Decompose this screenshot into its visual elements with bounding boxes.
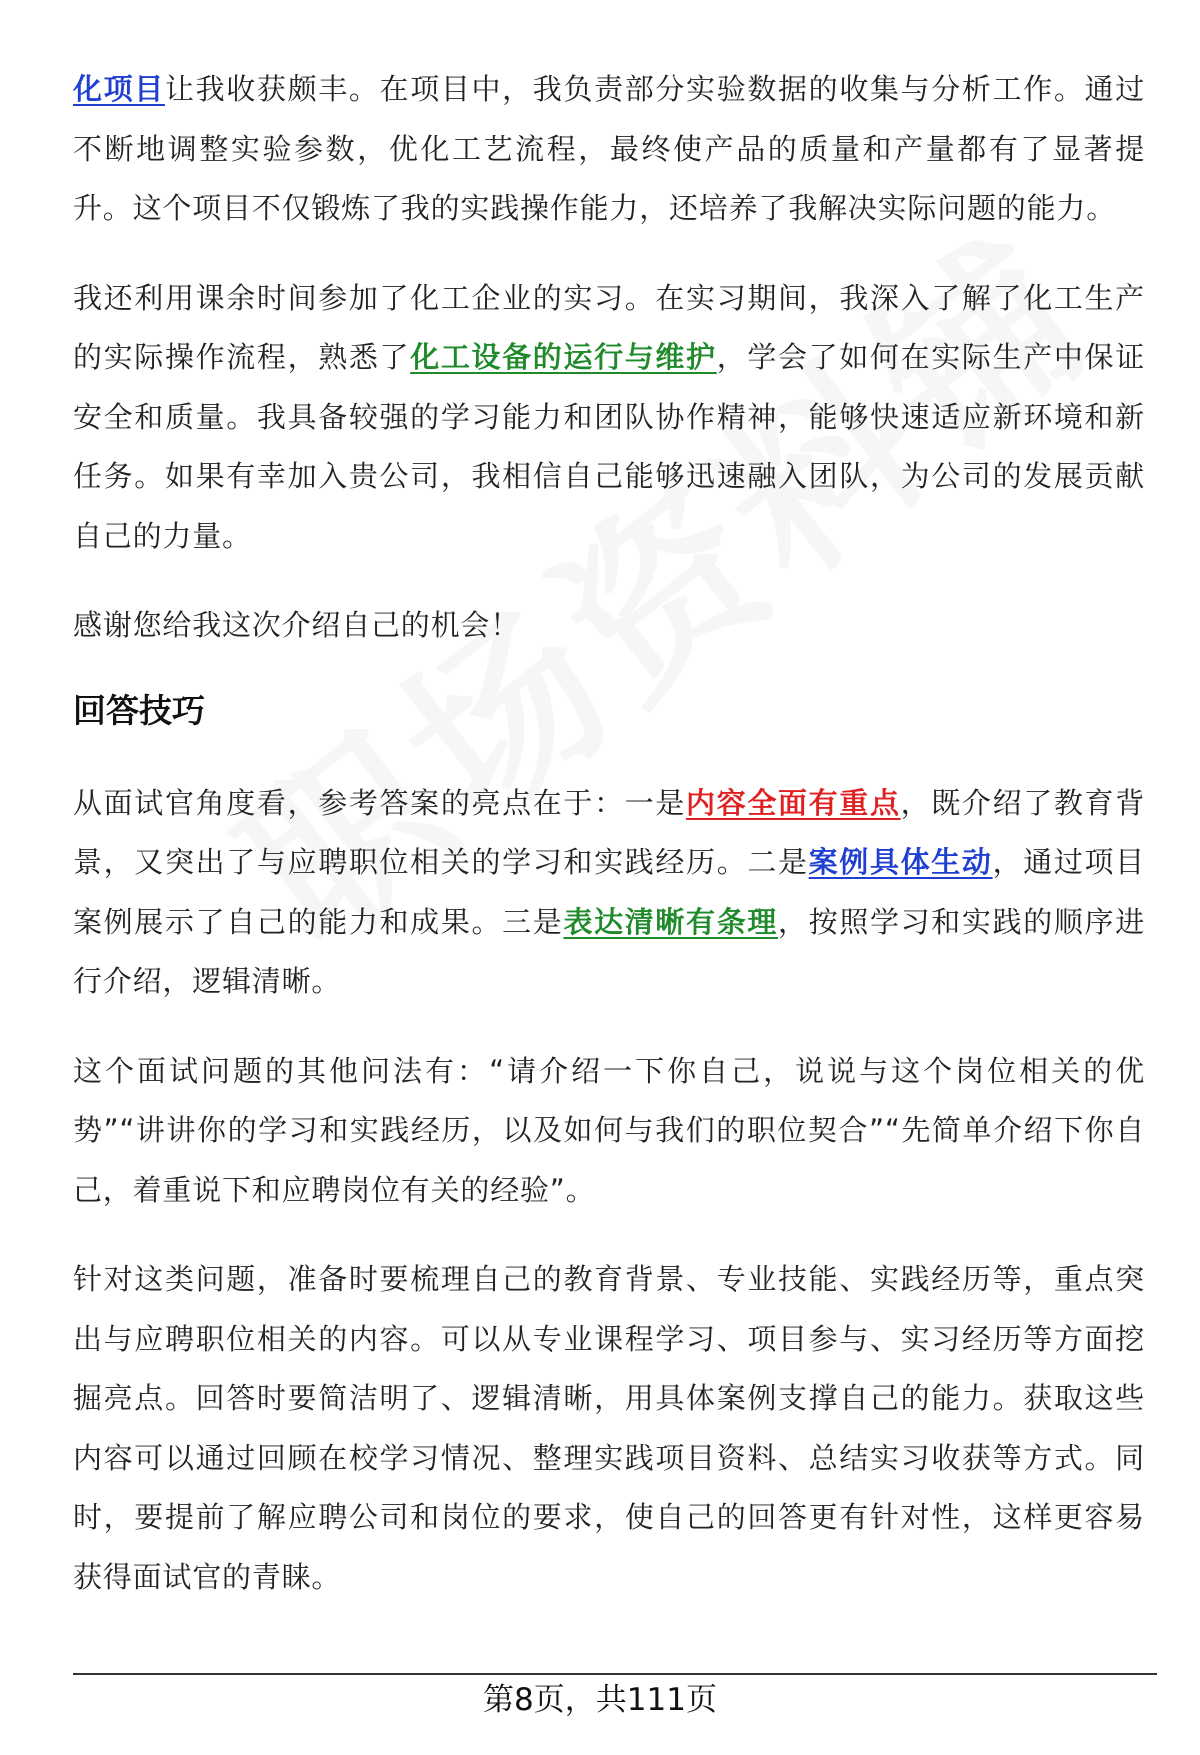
paragraph-text: ，通过项目案例展示了自己的能力和成果。三是	[73, 845, 1145, 939]
paragraph-text: 我还利用课余时间参加了化工企业的实习。在实习期间，我深入了解了化工生产的实际操作流程，熟悉了	[73, 280, 1145, 374]
paragraph-internship	[73, 269, 1145, 567]
highlight-content-link[interactable]: 内容全面有重点	[686, 785, 901, 820]
paragraph-text: ，既介绍了教育背景，又突出了与应聘职位相关的学习和实践经历。二是	[73, 785, 1145, 879]
document-body	[73, 60, 1145, 1637]
highlight-expression-link[interactable]: 表达清晰有条理	[563, 904, 779, 939]
page-number: 第8页，共111页	[483, 1682, 717, 1718]
highlight-case-link[interactable]: 案例具体生动	[808, 845, 993, 879]
paragraph-text: ，学会了如何在实际生产中保证安全和质量。我具备较强的学习能力和团队协作精神，能够快速适应新环境和新任务。如果有幸加入贵公司，我相信自己能够迅速融入团队，为公司的发展贡献自己的力量。	[73, 340, 1145, 553]
section-heading: 回答技巧	[73, 690, 205, 730]
paragraph-highlights	[73, 774, 1145, 1012]
paragraph-text: 让我收获颇丰。在项目中，我负责部分实验数据的收集与分析工作。通过不断地调整实验参数，优化工艺流程，最终使产品的质量和产量都有了显著提升。这个项目不仅锻炼了我的实践操作能力，还培养了我解决实际问题的能力。	[73, 72, 1145, 225]
equipment-maintenance-link[interactable]: 化工设备的运行与维护	[410, 340, 717, 374]
paragraph-preparation: 针对这类问题，准备时要梳理自己的教育背景、专业技能、实践经历等，重点突出与应聘职位相关的内容。可以从专业课程学习、项目参与、实习经历等方面挖掘亮点。回答时要简洁明了、逻辑清晰，用具体案例支撑自己的能力。获取这些内容可以通过回顾在校学习情况、整理实践项目资料、总结实习收获等方式。同时，要提前了解应聘公司和岗位的要求，使自己的回答更有针对性，这样更容易获得面试官的青睐。	[73, 1262, 1145, 1594]
paragraph-text: 从面试官角度看，参考答案的亮点在于：一是	[73, 785, 687, 820]
paragraph-project	[73, 60, 1145, 239]
paragraph-text: ，按照学习和实践的顺序进行介绍，逻辑清晰。	[73, 904, 1145, 998]
paragraph-thanks: 感谢您给我这次介绍自己的机会！	[73, 608, 521, 642]
paragraph-alternatives: 这个面试问题的其他问法有：“请介绍一下你自己，说说与这个岗位相关的优势”“讲讲你的学习和实践经历，以及如何与我们的职位契合”“先简单介绍下你自己，着重说下和应聘岗位有关的经验”。	[73, 1053, 1145, 1207]
footer-divider	[73, 1673, 1157, 1675]
project-link[interactable]: 化项目	[73, 72, 165, 106]
